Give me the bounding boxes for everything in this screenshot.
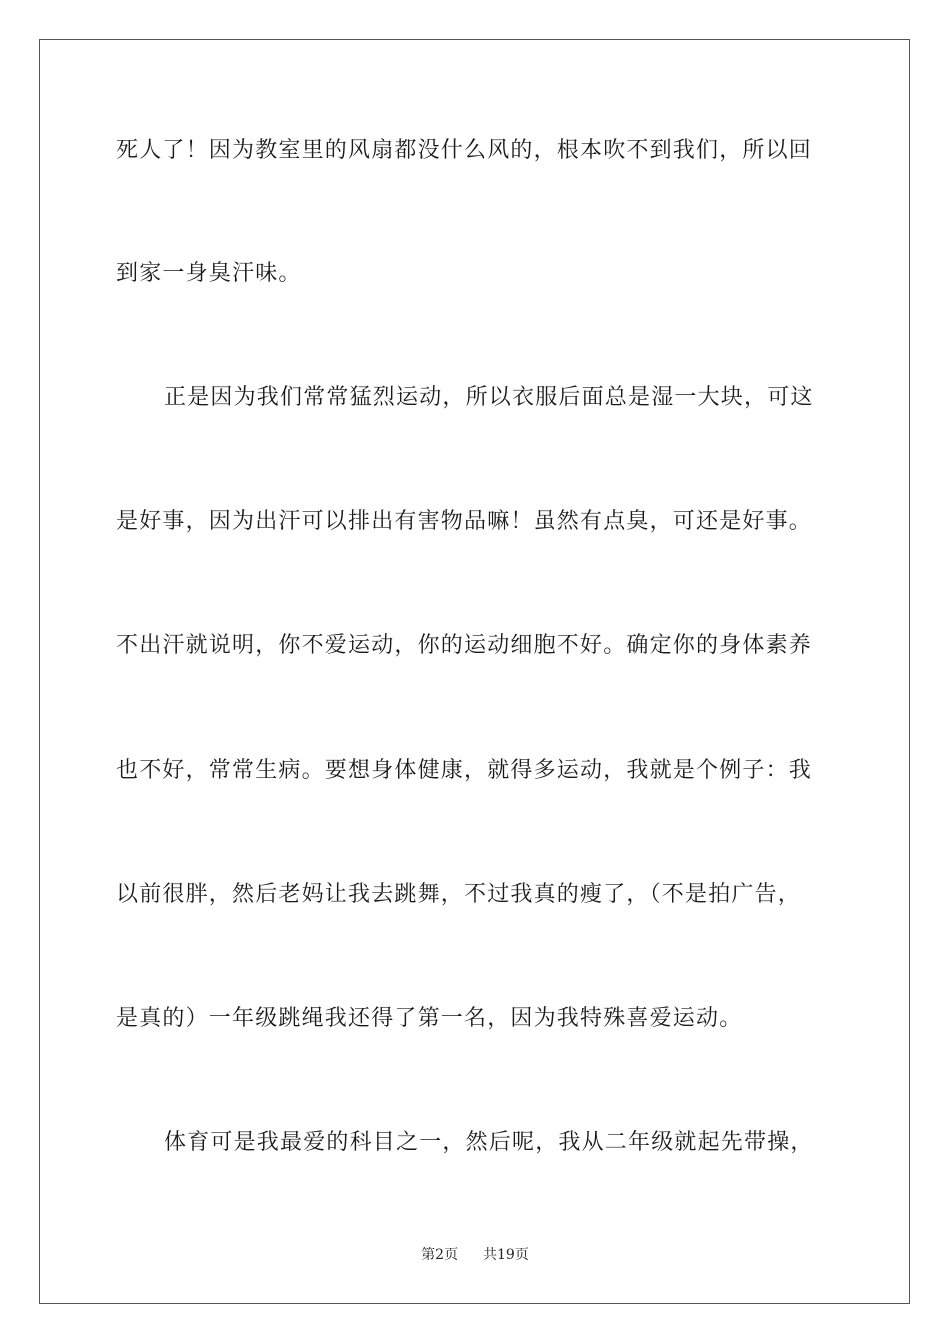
page-border bbox=[39, 39, 910, 1304]
text-line: 不出汗就说明，你不爱运动，你的运动细胞不好。确定你的身体素养 bbox=[116, 633, 813, 658]
page-number: 第2页 bbox=[421, 1247, 459, 1263]
text-line: 是好事，因为出汗可以排出有害物品嘛！虽然有点臭，可还是好事。 bbox=[116, 509, 813, 534]
text-line: 也不好，常常生病。要想身体健康，就得多运动，我就是个例子：我 bbox=[116, 758, 813, 783]
text-line: 到家一身臭汗味。 bbox=[116, 261, 302, 286]
page-total: 共19页 bbox=[483, 1247, 529, 1263]
text-line: 以前很胖，然后老妈让我去跳舞，不过我真的瘦了，（不是拍广告， bbox=[116, 882, 802, 907]
paragraph-start-line: 体育可是我最爱的科目之一，然后呢，我从二年级就起先带操， bbox=[164, 1130, 814, 1155]
page-footer bbox=[0, 1245, 950, 1265]
paragraph-start-line: 正是因为我们常常猛烈运动，所以衣服后面总是湿一大块，可这 bbox=[164, 385, 814, 410]
text-line: 是真的）一年级跳绳我还得了第一名，因为我特殊喜爱运动。 bbox=[116, 1006, 743, 1031]
text-line: 死人了！因为教室里的风扇都没什么风的，根本吹不到我们，所以回 bbox=[116, 138, 813, 163]
